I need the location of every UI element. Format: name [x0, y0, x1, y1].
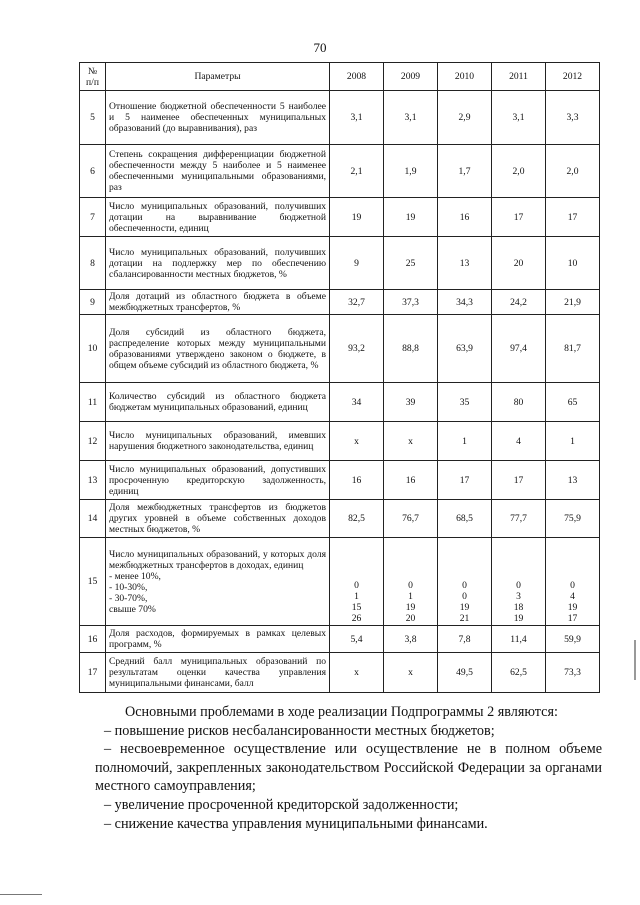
row-value: 11,4	[492, 626, 546, 653]
row-value: 59,9	[546, 626, 600, 653]
table-row	[80, 626, 600, 653]
header-number: № п/п	[80, 63, 106, 91]
row-sub-value: 0	[408, 580, 413, 591]
row-value	[492, 538, 546, 626]
row-number: 6	[80, 145, 106, 198]
row-parameter: Отношение бюджетной обеспеченности 5 наиболее и 5 наименее обеспеченных муниципальных образований (до выравнивания), раз	[106, 91, 330, 145]
row-sub-value: 19	[513, 613, 524, 624]
row-sub-value: 0	[570, 580, 575, 591]
header-year: 2012	[546, 63, 600, 91]
row-value: 13	[438, 237, 492, 290]
row-value: х	[384, 422, 438, 461]
row-value: х	[330, 653, 384, 693]
row-parameter: Степень сокращения дифференциации бюджетной обеспеченности между 5 наиболее и 5 наименее обеспеченными муниципальными образованиями, раз	[106, 145, 330, 198]
scan-artifact-line	[0, 894, 42, 895]
row-number: 10	[80, 315, 106, 383]
header-year: 2010	[438, 63, 492, 91]
row-value: 65	[546, 383, 600, 422]
problem-item: – повышение рисков несбалансированности местных бюджетов;	[104, 722, 495, 739]
row-sub-value: 20	[405, 613, 416, 624]
row-sub-value: 4	[570, 591, 575, 602]
row-sub-value: 17	[567, 613, 578, 624]
row-value: 13	[546, 461, 600, 500]
row-parameter	[106, 538, 330, 626]
table-row	[80, 290, 600, 315]
row-value	[546, 538, 600, 626]
row-value: 17	[492, 198, 546, 237]
row-parameter: Число муниципальных образований, допустивших просроченную кредиторскую задолженность, единиц	[106, 461, 330, 500]
row-value: 3,1	[492, 91, 546, 145]
row-value: 19	[330, 198, 384, 237]
row-value: 1,9	[384, 145, 438, 198]
row-parameter: Число муниципальных образований, имевших нарушения бюджетного законодательства, единиц	[106, 422, 330, 461]
table-row	[80, 500, 600, 538]
row-value: 32,7	[330, 290, 384, 315]
row-number: 9	[80, 290, 106, 315]
row-value: 25	[384, 237, 438, 290]
row-value: 81,7	[546, 315, 600, 383]
row-value: 80	[492, 383, 546, 422]
problems-section	[95, 703, 602, 833]
row-parameter: Доля межбюджетных трансфертов из бюджетов других уровней в объеме собственных доходов местных бюджетов, %	[106, 500, 330, 538]
row-value: 75,9	[546, 500, 600, 538]
row-sub-value: 19	[567, 602, 578, 613]
row-sub-value: 18	[513, 602, 524, 613]
row-value: 76,7	[384, 500, 438, 538]
table-row	[80, 91, 600, 145]
table-row	[80, 145, 600, 198]
row-sub-value: 1	[354, 591, 359, 602]
row-sub-category: - 30-70%,	[109, 592, 148, 604]
row-sub-value: 3	[516, 591, 521, 602]
header-parameters: Параметры	[106, 63, 330, 91]
row-sub-category: - менее 10%,	[109, 570, 161, 582]
row-value: 24,2	[492, 290, 546, 315]
row-sub-value: 0	[462, 580, 467, 591]
row-value: 17	[438, 461, 492, 500]
row-value: 7,8	[438, 626, 492, 653]
row-sub-value: 26	[351, 613, 362, 624]
table-header-row	[80, 63, 600, 91]
scan-artifact-edge	[634, 640, 636, 680]
header-year: 2011	[492, 63, 546, 91]
row-number: 12	[80, 422, 106, 461]
row-value: 34,3	[438, 290, 492, 315]
row-value: 3,1	[330, 91, 384, 145]
row-value: 2,1	[330, 145, 384, 198]
row-sub-category: свыше 70%	[109, 603, 156, 615]
header-year: 2008	[330, 63, 384, 91]
row-value: 39	[384, 383, 438, 422]
table-row	[80, 237, 600, 290]
row-parameter: Количество субсидий из областного бюджета бюджетам муниципальных образований, единиц	[106, 383, 330, 422]
row-number: 11	[80, 383, 106, 422]
row-sub-value: 19	[405, 602, 416, 613]
row-sub-value: 21	[459, 613, 470, 624]
table-row	[80, 538, 600, 626]
row-number: 13	[80, 461, 106, 500]
row-value	[438, 538, 492, 626]
row-value	[384, 538, 438, 626]
row-number: 5	[80, 91, 106, 145]
row-value: 77,7	[492, 500, 546, 538]
row-number: 17	[80, 653, 106, 693]
row-value: 19	[384, 198, 438, 237]
row-value: 93,2	[330, 315, 384, 383]
table-row	[80, 198, 600, 237]
row-parameter: Доля дотаций из областного бюджета в объеме межбюджетных трансфертов, %	[106, 290, 330, 315]
row-parameter: Число муниципальных образований, получивших дотации на подлержку мер по обеспечению сбалансированности местных бюджетов, %	[106, 237, 330, 290]
row-value: 1,7	[438, 145, 492, 198]
row-value: 82,5	[330, 500, 384, 538]
row-sub-value: 0	[516, 580, 521, 591]
row-sub-value: 15	[351, 602, 362, 613]
row-value: 1	[546, 422, 600, 461]
row-sub-value: 0	[462, 591, 467, 602]
row-parameter: Средний балл муниципальных образований по результатам оценки качества управления муниципальными финансами, балл	[106, 653, 330, 693]
row-value: 16	[330, 461, 384, 500]
table-row	[80, 653, 600, 693]
row-number: 8	[80, 237, 106, 290]
row-sub-category: - 10-30%,	[109, 581, 148, 593]
row-parameter: Число муниципальных образований, получивших дотации на выравнивание бюджетной обеспеченности, единиц	[106, 198, 330, 237]
page-number: 70	[313, 40, 327, 55]
row-value: 73,3	[546, 653, 600, 693]
row-value: 88,8	[384, 315, 438, 383]
problems-intro: Основными проблемами в ходе реализации Подпрограммы 2 являются:	[125, 704, 558, 720]
row-value: 16	[438, 198, 492, 237]
row-number: 16	[80, 626, 106, 653]
problem-item: – несвоевременное осуществление или осуществление не в полном объеме полномочий, закрепленных законодательством Российской Федерации за органами местного самоуправления;	[95, 741, 602, 795]
row-parameter: Доля расходов, формируемых в рамках целевых программ, %	[106, 626, 330, 653]
row-value: 17	[492, 461, 546, 500]
row-value: 35	[438, 383, 492, 422]
row-value: 62,5	[492, 653, 546, 693]
row-value: 68,5	[438, 500, 492, 538]
table-row	[80, 422, 600, 461]
row-value: х	[330, 422, 384, 461]
header-year: 2009	[384, 63, 438, 91]
row-value: 1	[438, 422, 492, 461]
row-value: 2,0	[492, 145, 546, 198]
row-value: 16	[384, 461, 438, 500]
row-value: 3,1	[384, 91, 438, 145]
row-number: 7	[80, 198, 106, 237]
row-value: 9	[330, 237, 384, 290]
row-value: 21,9	[546, 290, 600, 315]
row-value	[330, 538, 384, 626]
row-sub-value: 0	[354, 580, 359, 591]
row-sub-value: 19	[459, 602, 470, 613]
row-value: 3,3	[546, 91, 600, 145]
row-value: 49,5	[438, 653, 492, 693]
indicators-table	[79, 62, 600, 693]
row-sub-value: 1	[408, 591, 413, 602]
row-value: х	[384, 653, 438, 693]
row-value: 3,8	[384, 626, 438, 653]
row-value: 34	[330, 383, 384, 422]
row-number: 14	[80, 500, 106, 538]
table-row	[80, 315, 600, 383]
row-parameter: Доля субсидий из областного бюджета, распределение которых между муниципальными образованиями утверждено законом о бюджете, в общем объеме субсидий из областного бюджета, %	[106, 315, 330, 383]
table-row	[80, 383, 600, 422]
row-value: 17	[546, 198, 600, 237]
row-value: 4	[492, 422, 546, 461]
row-value: 2,0	[546, 145, 600, 198]
problem-item: – снижение качества управления муниципальными финансами.	[104, 815, 488, 832]
row-value: 37,3	[384, 290, 438, 315]
problem-item: – увеличение просроченной кредиторской задолженности;	[104, 796, 459, 813]
row-value: 63,9	[438, 315, 492, 383]
row-value: 10	[546, 237, 600, 290]
row-parameter-text: Число муниципальных образований, у которых доля межбюджетных трансфертов в доходах, единиц	[109, 548, 326, 571]
table-row	[80, 461, 600, 500]
row-value: 2,9	[438, 91, 492, 145]
row-value: 97,4	[492, 315, 546, 383]
row-value: 5,4	[330, 626, 384, 653]
row-number: 15	[80, 538, 106, 626]
row-value: 20	[492, 237, 546, 290]
